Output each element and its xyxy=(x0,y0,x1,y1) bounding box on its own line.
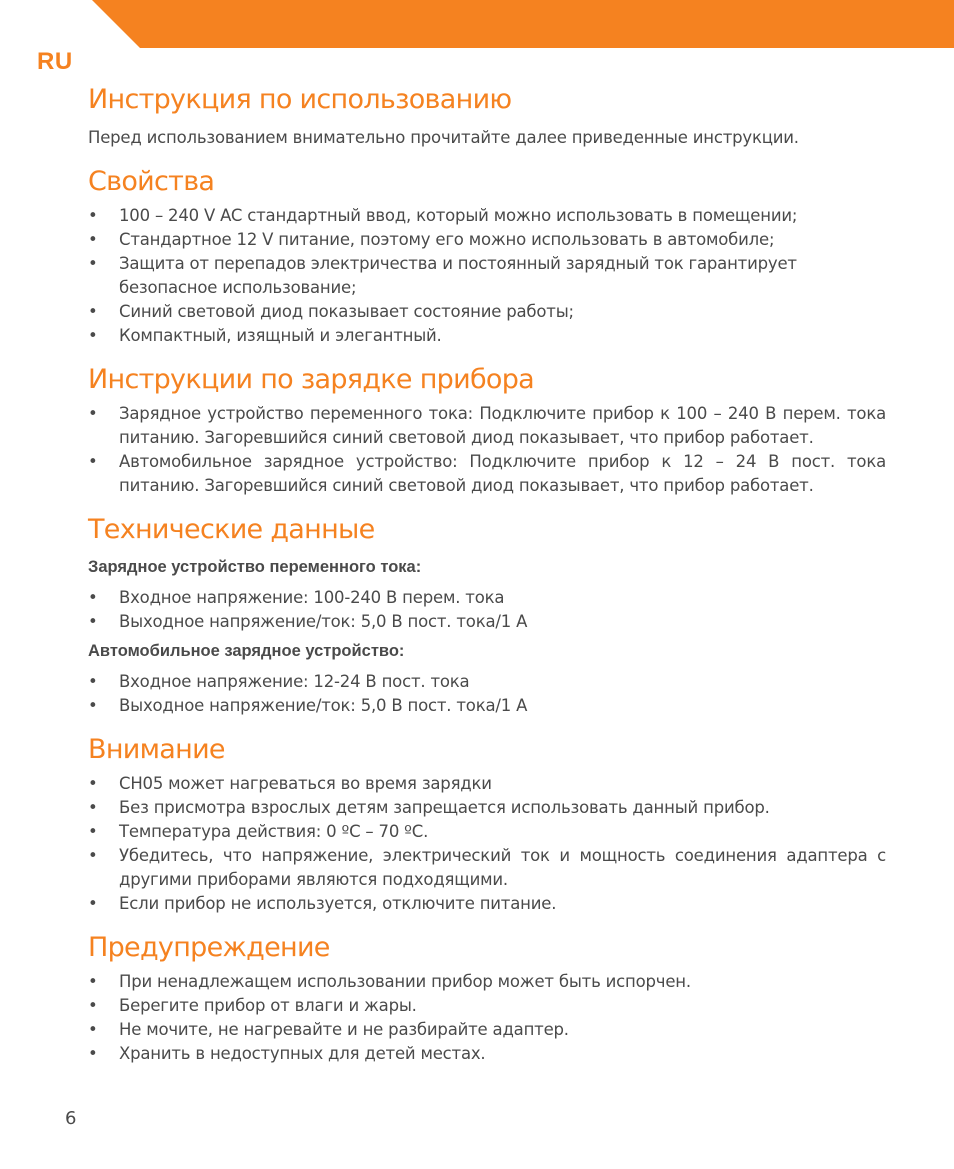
warning-list xyxy=(88,970,886,1066)
intro-text: Перед использованием внимательно прочитайте далее приведенные инструкции. xyxy=(88,128,799,147)
list-item: • Если прибор не используется, отключите питание. xyxy=(88,892,886,916)
list-item: • Зарядное устройство переменного тока: Подключите прибор к 100 – 240 В перем. тока питанию. Загоревшийся синий световой диод показывает, что прибор работает. xyxy=(88,402,886,450)
list-item: • Автомобильное зарядное устройство: Подключите прибор к 12 – 24 В пост. тока питанию. Загоревшийся синий световой диод показывает, что прибор работает. xyxy=(88,450,886,498)
ac-specs-list xyxy=(88,586,886,634)
page-number: 6 xyxy=(65,1108,77,1129)
language-code: RU xyxy=(37,48,73,75)
list-item: • Хранить в недоступных для детей местах. xyxy=(88,1042,886,1066)
attention-heading: Внимание xyxy=(88,734,225,765)
charging-list xyxy=(88,402,886,498)
car-specs-list xyxy=(88,670,886,718)
list-item: • Температура действия: 0 ºC – 70 ºC. xyxy=(88,820,886,844)
list-item: • Компактный, изящный и элегантный. xyxy=(88,324,886,348)
ac-charger-subheading: Зарядное устройство переменного тока: xyxy=(88,558,422,576)
header-accent-band xyxy=(0,0,954,48)
list-item: • Выходное напряжение/ток: 5,0 В пост. тока/1 А xyxy=(88,610,886,634)
list-item: • При ненадлежащем использовании прибор может быть испорчен. xyxy=(88,970,886,994)
charging-heading: Инструкции по зарядке прибора xyxy=(88,364,535,395)
car-charger-subheading: Автомобильное зарядное устройство: xyxy=(88,642,405,660)
list-item: • Без присмотра взрослых детям запрещается использовать данный прибор. xyxy=(88,796,886,820)
list-item: • Выходное напряжение/ток: 5,0 В пост. тока/1 А xyxy=(88,694,886,718)
main-content xyxy=(88,80,886,1066)
list-item: • Берегите прибор от влаги и жары. xyxy=(88,994,886,1018)
specs-heading: Технические данные xyxy=(88,514,375,545)
list-item: • Входное напряжение: 12-24 В пост. тока xyxy=(88,670,886,694)
warning-heading: Предупреждение xyxy=(88,932,330,963)
list-item: • Стандартное 12 V питание, поэтому его можно использовать в автомобиле; xyxy=(88,228,886,252)
features-heading: Свойства xyxy=(88,166,215,197)
list-item: • 100 – 240 V AC стандартный ввод, который можно использовать в помещении; xyxy=(88,204,886,228)
list-item: • Синий световой диод показывает состояние работы; xyxy=(88,300,886,324)
list-item: • Убедитесь, что напряжение, электрический ток и мощность соединения адаптера с другими приборами являются подходящими. xyxy=(88,844,886,892)
list-item: • CH05 может нагреваться во время зарядки xyxy=(88,772,886,796)
features-list xyxy=(88,204,886,348)
list-item: • Входное напряжение: 100-240 В перем. тока xyxy=(88,586,886,610)
page-title: Инструкция по использованию xyxy=(88,84,512,115)
list-item: • Не мочите, не нагревайте и не разбирайте адаптер. xyxy=(88,1018,886,1042)
list-item: • Защита от перепадов электричества и постоянный зарядный ток гарантирует безопасное использование; xyxy=(88,252,886,300)
attention-list xyxy=(88,772,886,916)
